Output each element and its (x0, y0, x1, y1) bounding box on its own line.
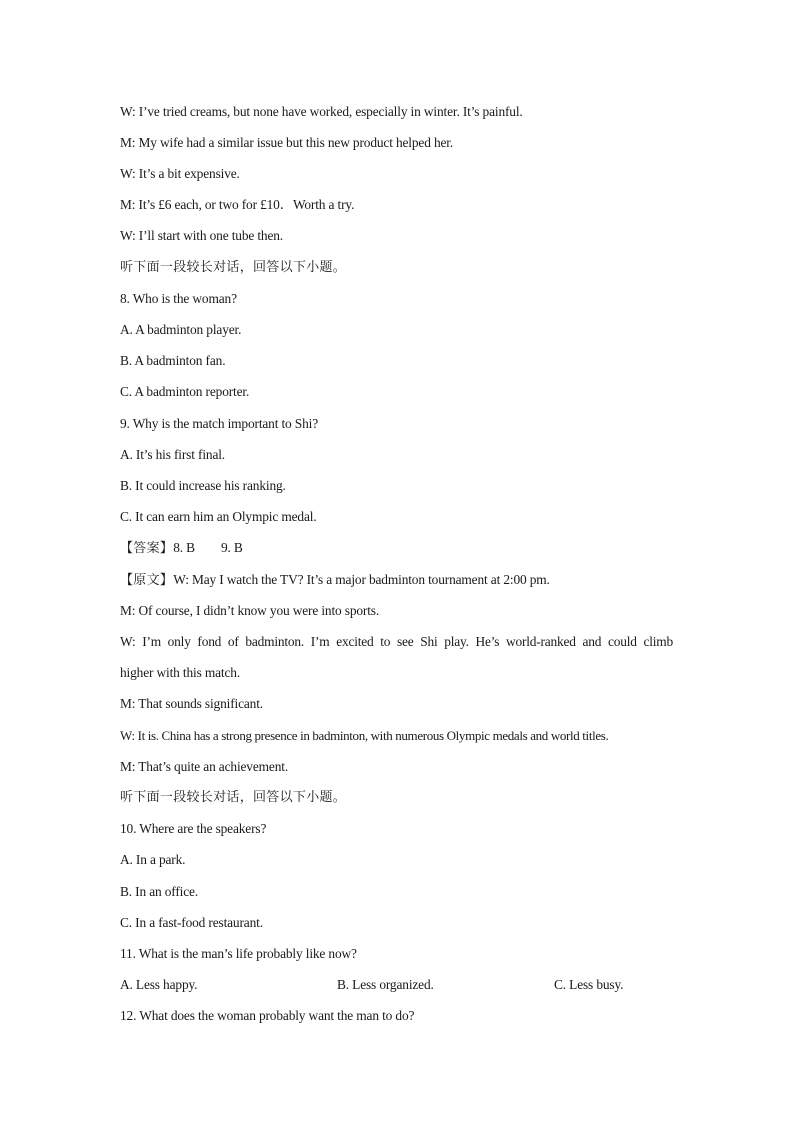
question-8: 8. Who is the woman? (120, 291, 237, 306)
transcript-text: W: May I watch the TV? It’s a major badminton tournament at 2:00 pm. (173, 572, 550, 587)
dialogue-line: M: My wife had a similar issue but this new product helped her. (120, 135, 454, 150)
transcript-line (120, 572, 680, 589)
option-10b: B. In an office. (120, 884, 199, 899)
option-9b: B. It could increase his ranking. (120, 478, 286, 493)
dialogue-line: higher with this match. (120, 665, 241, 680)
dialogue-line: W: I’ve tried creams, but none have worked, especially in winter. It’s painful. (120, 104, 523, 119)
option-9a: A. It’s his first final. (120, 447, 226, 462)
answer-line (120, 540, 680, 557)
option-8b: B. A badminton fan. (120, 353, 226, 368)
section-instruction: 听下面一段较长对话，回答以下小题。 (120, 260, 347, 275)
answer-8: 8. B (173, 540, 195, 555)
answer-label: 【答案】 (120, 541, 174, 556)
dialogue-line: W: It is. China has a strong presence in badminton, with numerous Olympic medals and world titles. (120, 728, 609, 743)
question-11: 11. What is the man’s life probably like now? (120, 946, 357, 961)
question-10: 10. Where are the speakers? (120, 821, 267, 836)
option-8a: A. A badminton player. (120, 322, 242, 337)
option-8c: C. A badminton reporter. (120, 384, 250, 399)
option-10a: A. In a park. (120, 852, 186, 867)
question-9: 9. Why is the match important to Shi? (120, 416, 319, 431)
dialogue-line: M: It’s £6 each, or two for £10．Worth a try. (120, 197, 355, 212)
answer-9: 9. B (220, 540, 243, 555)
dialogue-line: W: I’m only fond of badminton. I’m excited to see Shi play. He’s world-ranked and could climb (120, 634, 673, 649)
option-9c: C. It can earn him an Olympic medal. (120, 509, 317, 524)
option-11b: B. Less organized. (337, 977, 434, 992)
section-instruction: 听下面一段较长对话，回答以下小题。 (120, 790, 347, 805)
transcript-label: 【原文】 (120, 573, 174, 588)
options-11 (120, 977, 680, 993)
option-11c: C. Less busy. (554, 977, 624, 992)
dialogue-line: M: Of course, I didn’t know you were into sports. (120, 603, 380, 618)
dialogue-line: W: I’ll start with one tube then. (120, 228, 284, 243)
option-11a: A. Less happy. (120, 977, 198, 992)
question-12: 12. What does the woman probably want the man to do? (120, 1008, 415, 1023)
dialogue-line: W: It’s a bit expensive. (120, 166, 240, 181)
dialogue-line: M: That sounds significant. (120, 696, 263, 711)
dialogue-line: M: That’s quite an achievement. (120, 759, 289, 774)
option-10c: C. In a fast-food restaurant. (120, 915, 263, 930)
